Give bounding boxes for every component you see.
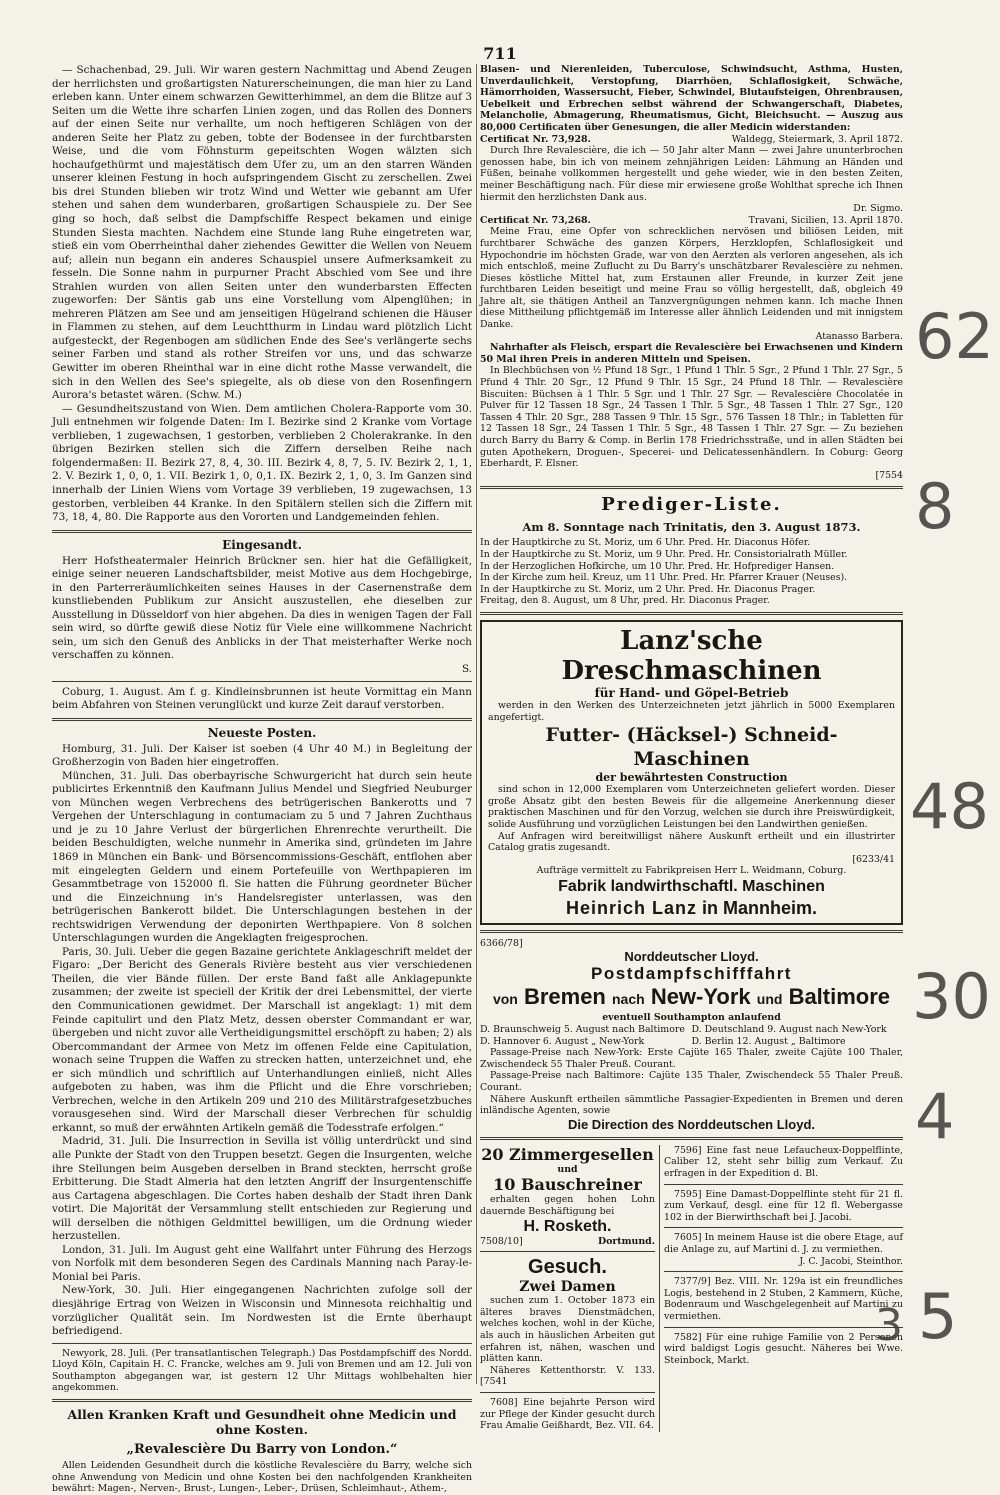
lanz-title-2: Futter- (Häcksel-) Schneid-Maschinen — [545, 724, 838, 771]
small-ad-etage: 7605] In meinem Hause ist die obere Etage, auf die Anlage zu, auf Martini d. J. zu vermiethen. — [664, 1232, 903, 1255]
lloyd-und: und — [756, 991, 783, 1008]
article-muenchen: München, 31. Juli. Das oberbayrische Schwurgericht hat durch sein heute publicirtes Erkenntniß den Kaufmann Julius Mendel und Siegfried Neuburger von München wegen Verbrechens des betrügerischen Bankerotts und 7 Vergehen der Unterschlagung in contumaciam zu 5 und 7 Jahren Zuchthaus und je zu 10 Jahre Verlust der bürgerlichen Ehrenrechte verurtheilt. Die beiden Beschuldigten, welche nunmehr in Amerika sind, gründeten im Jahre 1869 in München ein Bank- und Börsencommissions-Geschäft, entflohen aber mit eingelegten Geldern und einem Portefeuille von Werthpapieren im Gesammtbetrage von 152000 fl. Sie hatten die Führung geordneter Bücher und die Einzeichnung in's Handelsregister unterlassen, was den betrügerischen Bankerott bildet. Die Unterschlagungen bestehen in der rechtswidrigen Verwendung der deponirten Werthpapiere. Von 8 solchen Unterschlagungen wurden die Angeklagten freigesprochen. — [52, 769, 472, 945]
lloyd-ship-entry: D. Deutschland 9. August nach New-York — [691, 1024, 887, 1036]
prediger-entry: In der Hauptkirche zu St. Moriz, um 2 Uhr. Pred. Hr. Diaconus Prager. — [480, 583, 816, 595]
ad-number: [7554 — [875, 469, 903, 481]
lloyd-ship-entry: D. Hannover 6. August „ New-York — [480, 1035, 645, 1047]
divider — [480, 1137, 903, 1140]
divider — [480, 1392, 655, 1393]
cert-text: Durch Ihre Revalescière, die ich — 50 Jahr alter Mann — zwei Jahre ununterbrochen genossen habe, bin ich von meinem zehnjährigen Leiden: Lähmung an Händen und Füßen, beinahe vollkommen hergestellt und gehe wieder, wie in den besten Zeiten, meiner Beschäftigung nach. Für diese mir erwiesene große Wohlthat spreche ich Ihnen hiermit den herzlichsten Dank aus. — [480, 145, 903, 203]
margin-annotation: 30 — [912, 960, 991, 1033]
zimmer-und: und — [557, 1163, 578, 1175]
divider — [664, 1227, 903, 1228]
article-signature: S. — [461, 662, 472, 675]
margin-annotation: 3 — [875, 1300, 903, 1351]
divider — [480, 612, 903, 615]
prediger-date: Am 8. Sonntage nach Trinitatis, den 3. August 1873. — [522, 520, 861, 535]
lanz-subtitle: für Hand- und Göpel-Betrieb — [594, 685, 789, 700]
zimmer-city: Dortmund. — [597, 1235, 655, 1247]
small-ad-etage-sig: J. C. Jacobi, Steinthor. — [799, 1255, 903, 1267]
zimmer-footer — [480, 1236, 655, 1248]
margin-annotation: 48 — [910, 770, 989, 843]
lanz-text-4: Aufträge vermittelt zu Fabrikpreisen Herr L. Weidmann, Coburg. — [536, 865, 847, 877]
small-ads-right — [660, 1145, 903, 1432]
divider — [664, 1327, 903, 1328]
lanz-city: in Mannheim. — [702, 897, 818, 918]
divider — [480, 486, 903, 489]
article-newyork: New-York, 30. Juli. Hier eingegangenen Nachrichten zufolge soll der diesjährige Ertrag von Weizen in Wisconsin und Minnesota reichhaltig und vorzüglicher Qualität sein. Im Nordwesten ist die Ernte überhaupt befriedigend. — [52, 1284, 472, 1338]
prediger-entry: In der Kirche zum heil. Kreuz, um 11 Uhr. Pred. Hr. Pfarrer Krauer (Neuses). — [480, 572, 848, 584]
lloyd-route — [480, 984, 903, 1012]
lloyd-direction: Die Direction des Norddeutschen Lloyd. — [567, 1116, 816, 1132]
lloyd-info: Nähere Auskunft ertheilen sämmtliche Passagier-Expedienten in Bremen und deren inländische Agenten, sowie — [480, 1093, 903, 1117]
heading-prediger-liste: Prediger-Liste. — [601, 494, 782, 516]
lloyd-ad-number: 6366/78] — [480, 937, 523, 949]
small-ad-logis: 7377/9] Bez. VIII. Nr. 129a ist ein freundliches Logis, bestehend in 2 Stuben, 2 Kammern, Küche, Bodenraum und Waschgelegenheit auf Martini zu vermiethen. — [664, 1276, 903, 1322]
prediger-entry: In der Herzoglichen Hofkirche, um 10 Uhr. Pred. Hr. Hofprediger Hansen. — [480, 560, 835, 572]
ad-lanz — [480, 620, 903, 925]
left-column — [52, 64, 472, 1495]
lanz-title: Lanz'sche Dreschmaschinen — [561, 625, 822, 686]
small-ad-damast: 7595] Eine Damast-Doppelflinte steht für 21 fl. zum Verkauf, desgl. eine für 12 fl. Webergasse 102 in der Bierwirthschaft bei J. Jacobi. — [664, 1188, 903, 1223]
cert-number: Certificat Nr. 73,268. — [480, 214, 591, 226]
divider — [52, 1343, 472, 1344]
lloyd-title: Norddeutscher Lloyd. — [624, 949, 759, 965]
lloyd-ship-schedule — [480, 1024, 903, 1047]
zimmer-text: erhalten gegen hohen Lohn dauernde Beschäftigung bei — [480, 1194, 655, 1217]
right-column — [480, 64, 903, 1432]
gesuch-subtitle: Zwei Damen — [519, 1279, 616, 1296]
divider — [52, 681, 472, 682]
certificate-2 — [480, 215, 903, 227]
ad-revalesciere-cont: Blasen- und Nierenleiden, Tuberculose, Schwindsucht, Asthma, Husten, Unverdaulichkeit, Verstopfung, Diarrhöen, Schlaflosigkeit, Schwäche, Hämorrhoiden, Wassersucht, Fieber, Schwindel, Blutaufsteigen, Ohrenbrausen, Uebelkeit und Erbrechen selbst während der Schwangerschaft, Diabetes, Melancholie, Abmagerung, Rheumatismus, Gicht, Bleichsucht. — Auszug aus 80,000 Certificaten über Genesungen, die aller Medicin widerstanden: — [480, 64, 903, 133]
margin-annotation: 5 — [918, 1280, 958, 1353]
margin-annotation: 8 — [915, 470, 955, 543]
lloyd-von: von — [492, 991, 518, 1008]
divider — [664, 1271, 903, 1272]
ad-prices: In Blechbüchsen von ½ Pfund 18 Sgr., 1 Pfund 1 Thlr. 5 Sgr., 2 Pfund 1 Thlr. 27 Sgr., 5 Pfund 4 Thlr. 20 Sgr., 12 Pfund 9 Thlr. 15 Sgr., 24 Pfund 18 Thlr. — Revalescière Biscuiten: Büchsen à 1 Thlr. 5 Sgr. und 1 Thlr. 27 Sgr. — Revalescière Chocolatée in Pulver für 12 Tassen 18 Sgr., 24 Tassen 1 Thlr. 5 Sgr., 48 Tassen 1 Thlr. 27 Sgr., 120 Tassen 4 Thlr. 20 Sgr., 288 Tassen 9 Thlr. 15 Sgr., 576 Tassen 18 Thlr.; in Tabletten für 12 Tassen 18 Sgr., 24 Tassen 1 Thlr. 5 Sgr., 48 Tassen 1 Thlr. 27 Sgr. — Zu beziehen durch Barry du Barry & Comp. in Berlin 178 Friedrichsstraße, und in allen Städten bei guten Apothekern, Droguen-, Specerei- und Delicatessenhändlern. In Coburg: Georg Eberhardt, F. Elsner. — [480, 365, 903, 470]
divider — [52, 1399, 472, 1402]
lanz-company — [488, 897, 895, 919]
lloyd-nach: nach — [612, 991, 645, 1008]
cert-text: Meine Frau, eine Opfer von schrecklichen nervösen und biliösen Leiden, mit furchtbarer Schwäche des ganzen Körpers, Herzklopfen, Schlaflosigkeit und Hypochondrie im höchsten Grade, war von den Aerzten als verloren angesehen, als ich mich entschloß, meine Zuflucht zu Du Barry's unschätzbarer Revalescière zu nehmen. Dieses köstliche Mittel hat, zum Erstaunen aller Freunde, in kurzer Zeit jene furchtbaren Leiden beseitigt und meine Frau so völlig hergestellt, daß, obgleich 49 Jahre alt, sie thätigen Antheil an Tanzvergnügungen nehmen kann. Ich mache Ihnen diese Mittheilung pflichtgemäß im Interesse aller ähnlich Leidenden und mit innigstem Danke. — [480, 226, 903, 331]
lloyd-southampton: eventuell Southampton anlaufend — [602, 1012, 781, 1024]
cert-signature: Dr. Sigmo. — [853, 203, 903, 215]
small-ad-familie: 7582] Für eine ruhige Familie von 2 Personen wird baldigst Logis gesucht. Näheres bei Wwe. Steinbock, Markt. — [664, 1331, 903, 1366]
prediger-entry: In der Hauptkirche zu St. Moriz, um 6 Uhr. Pred. Hr. Diaconus Höfer. — [480, 537, 811, 549]
page-number: 711 — [483, 44, 517, 63]
article-brueckner: Herr Hofstheatermaler Heinrich Brückner sen. hier hat die Gefälligkeit, einige seiner neueren Landschaftsbilder, meist Motive aus dem Hochgebirge, in den Parterreräumlichkeiten seines Hauses in der Casernenstraße dem kunstliebenden Publikum zur Ansicht auszustellen, ehe dieselben zur Ausstellung in Düsseldorf von hier abgehen. Da dies in wenigen Tagen der Fall sein wird, so dürfte gewiß diese Notiz für Viele eine willkommene Nachricht sein, um sich den Genuß des Anblicks in der That meisterhafter Werke noch verschaffen zu können. — [52, 554, 472, 662]
prediger-entry: In der Hauptkirche zu St. Moriz, um 9 Uhr. Pred. Hr. Consistorialrath Müller. — [480, 548, 848, 560]
divider — [664, 1184, 903, 1185]
gesuch-address: Näheres Kettenthorstr. V. 133. [7541 — [480, 1364, 655, 1388]
small-ads — [480, 1145, 903, 1432]
lloyd-prices-baltimore: Passage-Preise nach Baltimore: Cajüte 135 Thaler, Zwischendeck 55 Thaler Preuß. Courant. — [480, 1070, 903, 1094]
column-divider — [476, 64, 477, 1384]
gesuch-title: Gesuch. — [528, 1256, 607, 1279]
prediger-list — [480, 537, 903, 607]
lanz-text-2: sind schon in 12,000 Exemplaren vom Unterzeichneten geliefert worden. Dieser große Absatz gibt den besten Beweis für die allgemeine Anerkennung dieser praktischen Maschinen und für den Vorzug, welchen sie durch ihre Preiswürdigkeit, solide Ausführung und vorzüglichen Leistungen bei den Landwirthen genießen. — [488, 784, 895, 830]
article-madrid: Madrid, 31. Juli. Die Insurrection in Sevilla ist völlig unterdrückt und sind alle Punkte der Stadt von den Truppen besetzt. Gegen die Insurgenten, welche ihre Stellungen beim Ausgeben derselben in Brand steckten, herrscht große Erbitterung. Die Stadt Almeria hat den letzten Angriff der Insurgentenschiffe aus Cartagena abgeschlagen. Die Cortes haben deshalb der Stadt ihren Dank votirt. Die Majorität der Versammlung stellt entschieden zur Regierung und will derselben die nöthigen Geldmittel bewilligen, um die Ordnung wieder herzustellen. — [52, 1135, 472, 1243]
article-london: London, 31. Juli. Im August geht eine Wallfahrt unter Führung des Herzogs von Norfolk mit dem besonderen Segen des Cardinals Manning nach Paray-le-Monial bei Paris. — [52, 1243, 472, 1283]
ad-revalesciere-intro: Allen Leidenden Gesundheit durch die köstliche Revalescière du Barry, welche sich ohne Anwendung von Medicin und ohne Kosten bei den nachfolgenden Krankheiten bewährt: Magen-, Nerven-, Brust-, Lungen-, Leber-, Drüsen, Schleimhaut-, Athem-, — [52, 1460, 472, 1495]
lanz-subtitle-2: der bewährtesten Construction — [595, 771, 788, 785]
lloyd-postdampf: Postdampfschifffahrt — [591, 964, 792, 984]
prediger-entry: Freitag, den 8. August, um 8 Uhr, pred. Hr. Diaconus Prager. — [480, 595, 770, 607]
zimmer-title: 20 Zimmergesellen — [481, 1144, 654, 1164]
lanz-name: Heinrich Lanz — [565, 897, 697, 918]
lloyd-prices-ny: Passage-Preise nach New-York: Erste Cajüte 165 Thaler, zweite Cajüte 100 Thaler, Zwischendeck 55 Thaler Preuß. Courant. — [480, 1047, 903, 1070]
article-newyork-telegraph: Newyork, 28. Juli. (Per transatlantischen Telegraph.) Das Postdampfschiff des Nordd. Lloyd Köln, Capitain H. C. Francke, welches am 9. Juli von Bremen und am 12. Juli von Southampton abgegangen war, ist gestern 12 Uhr Mittags wohlbehalten hier angekommen. — [52, 1347, 472, 1394]
lloyd-ship-entry: D. Braunschweig 5. August nach Baltimore — [480, 1024, 685, 1036]
cert-signature: Atanasso Barbera. — [815, 330, 903, 342]
cert-number: Certificat Nr. 73,928. — [480, 133, 591, 145]
article-homburg: Homburg, 31. Juli. Der Kaiser ist soeben (4 Uhr 40 M.) in Begleitung der Großherzogin von Baden hier eingetroffen. — [52, 742, 472, 769]
article-coburg: Coburg, 1. August. Am f. g. Kindleinsbrunnen ist heute Vormittag ein Mann beim Abfahren von Steinen verunglückt und kurze Zeit darauf verstorben. — [52, 685, 472, 712]
cert-place: Waldegg, Steiermark, 3. April 1872. — [731, 133, 903, 145]
lanz-fabrik: Fabrik landwirthschaftl. Maschinen — [558, 877, 825, 895]
divider — [52, 530, 472, 533]
small-ad-flinte: 7596] Eine fast neue Lefaucheux-Doppelflinte, Caliber 12, steht sehr billig zum Verkauf. Zu erfragen in der Expedition d. Bl. — [664, 1144, 903, 1179]
margin-annotation: 4 — [915, 1080, 955, 1153]
margin-annotation: 62 — [915, 300, 994, 373]
article-schachenbad: — Schachenbad, 29. Juli. Wir waren gestern Nachmittag und Abend Zeugen der herrlichsten und großartigsten Naturerscheinungen, die man hier zu Land erleben kann. Unter einem schwarzen Gewitterhimmel, an dem die Blitze auf 3 Seiten um die Wette ihre scharfen Linien zogen, und das Rollen des Donners auf der einen Seite nur verhallte, um noch heftigeren Schlägen von der anderen Seite her Platz zu geben, tobte der Bodensee in der furchtbarsten Weise, und die vom Föhnsturm gepeitschten Wogen wälzten sich hochaufgethürmt und majestätisch dem Ufer zu, um an den starren Wänden unserer kleinen Festung in hoch aufspringendem Gischt zu zerschellen. Zwei bis drei Stunden blieben wir trotz Wind und Wetter wie gebannt am Ufer stehen und sahen dem wunderbaren, großartigen Schauspiele zu. Der See ging so hoch, daß selbst die Dampfschiffe Respect bekamen und einige Stunden Siesta machten. Nachdem eine Stunde lang Ruhe eingetreten war, stieß ein vom Oberrheinthal daher ziehendes Gewitter die Wellen von Neuem auf; allein nun begann ein anderes Schauspiel unsere Aufmerksamkeit zu fesseln. Die Sonne nahm in purpurner Pracht Abschied vom See und ihre Strahlen wurden von allen Seiten unter den wunderbarsten Effecten zugeworfen: Der Säntis gab uns eine Vorstellung vom Alpenglühen; in mehreren Plätzen am See und am jenseitigen Hügelrand schienen die Häuser in Flammen zu stehen, auf dem Leuchtthurm in Lindau ward plötzlich Licht aufgesteckt, der Regenbogen am südlichen Ende des See's verlängerte sechs seiner Farben und stand als rother Streifen vor uns, und das schwarze Gewitter im oberen Rheinthal war in eine dicht rothe Masse verwandelt, die sich in den Wellen des See's spiegelte, als ob diese von den Rosenfingern Aurora's betastet wären. (Schw. M.) — [52, 64, 472, 402]
ad-nahrhaft: Nahrhafter als Fleisch, erspart die Revalescière bei Erwachsenen und Kindern 50 Mal ihren Preis in anderen Mitteln und Speisen. — [480, 342, 903, 365]
heading-revalesciere: „Revalescière Du Barry von London.“ — [126, 1442, 398, 1458]
lloyd-newyork: New-York — [650, 984, 751, 1010]
lloyd-bremen: Bremen — [523, 984, 606, 1010]
small-ads-left — [480, 1145, 660, 1432]
divider — [52, 718, 472, 721]
cert-place: Travani, Sicilien, 13. April 1870. — [748, 214, 903, 226]
zimmer-number: 7508/10] — [480, 1235, 523, 1247]
lanz-text-3: Auf Anfragen wird bereitwilligst nähere Auskunft ertheilt und ein illustrirter Catalog gratis zugesandt. — [488, 830, 895, 854]
lloyd-ship-entry: D. Berlin 12. August „ Baltimore — [691, 1035, 846, 1047]
zimmer-name: H. Rosketh. — [523, 1217, 612, 1235]
zimmer-title-2: 10 Bauschreiner — [493, 1175, 642, 1195]
gesuch-text: suchen zum 1. October 1873 ein älteres braves Dienstmädchen, welches kochen, wohl in der Küche, als auch in häuslichen Arbeiten gut erfahren ist, nähen, waschen und plätten kann. — [480, 1295, 655, 1365]
lanz-ad-number: [6233/41 — [852, 853, 895, 865]
heading-allen-kranken: Allen Kranken Kraft und Gesundheit ohne Medicin und ohne Kosten. — [67, 1407, 457, 1438]
article-wien: — Gesundheitszustand von Wien. Dem amtlichen Cholera-Rapporte vom 30. Juli entnehmen wir folgende Daten: Im I. Bezirke sind 2 Kranke vom Vortage verblieben, 1 zugewachsen, 1 gestorben, verblieben 2 Cholerakranke. In den übrigen Bezirken stellen sich die Ziffern derselben Reihe nach folgendermaßen: II. Bezirk 27, 8, 4, 30. III. Bezirk 4, 8, 7, 5. IV. Bezirk 2, 1, 1, 2. V. Bezirk 1, 0, 0, 1. VII. Bezirk 1, 0, 0,1. IX. Bezirk 2, 1, 0, 3. Im Ganzen sind innerhalb der Linien Wiens vom Vortage 39 verblieben, 19 zugewachsen, 13 gestorben, verbleiben 44 Kranke. In den Spitälern stellen sich die Ziffern mit 73, 18, 4, 80. Die Rapporte aus den Vororten und Landgemeinden fehlen. — [52, 402, 472, 524]
small-ad-pflege: 7608] Eine bejahrte Person wird zur Pflege der Kinder gesucht durch Frau Amalie Geißhardt, Bez. VII. 64. — [480, 1396, 655, 1432]
certificate-1 — [480, 134, 903, 146]
divider — [480, 930, 903, 933]
article-paris: Paris, 30. Juli. Ueber die gegen Bazaine gerichtete Anklageschrift meldet der Figaro: „Der Bericht des Generals Rivière besteht aus vier verschiedenen Theilen, die vier Bände füllen. Der erste Band faßt alle Anklagepunkte zusammen; der zweite ist speciell der Kritik der drei Lebensmittel, der vierte den Communicationen gewidmet. Der Marschall ist angeklagt: 1) mit dem Feinde capitulirt und den Platz Metz, dessen oberster Commandant er war, übergeben und nicht zuvor alle Vertheidigungsmittel erschöpft zu haben; 2) als Obercommandant der Armee von Metz im offenen Felde eine Capitulation, wonach seine Truppen die Waffen zu strecken hatten, unterzeichnet und, ehe er sich mündlich und schriftlich auf Unterhandlungen einließ, nicht Alles aufgeboten zu haben, was ihm die Pflicht und die Ehre vorschrieben; Verbrechen, welche in den Artikeln 209 und 210 des Militärstrafgesetzbuches vorausgesehen sind. Wird der Marschall dieser Verbrechen für schuldig erkannt, so muß der erwähnten Artikeln gemäß die Todesstrafe erfolgen.“ — [52, 945, 472, 1134]
lanz-text-1: werden in den Werken des Unterzeichneten jetzt jährlich in 5000 Exemplaren angefertigt. — [488, 699, 895, 723]
divider — [480, 1251, 655, 1252]
lloyd-baltimore: Baltimore — [788, 984, 891, 1010]
heading-neueste-posten: Neueste Posten. — [207, 725, 317, 740]
heading-eingesandt: Eingesandt. — [222, 537, 302, 552]
